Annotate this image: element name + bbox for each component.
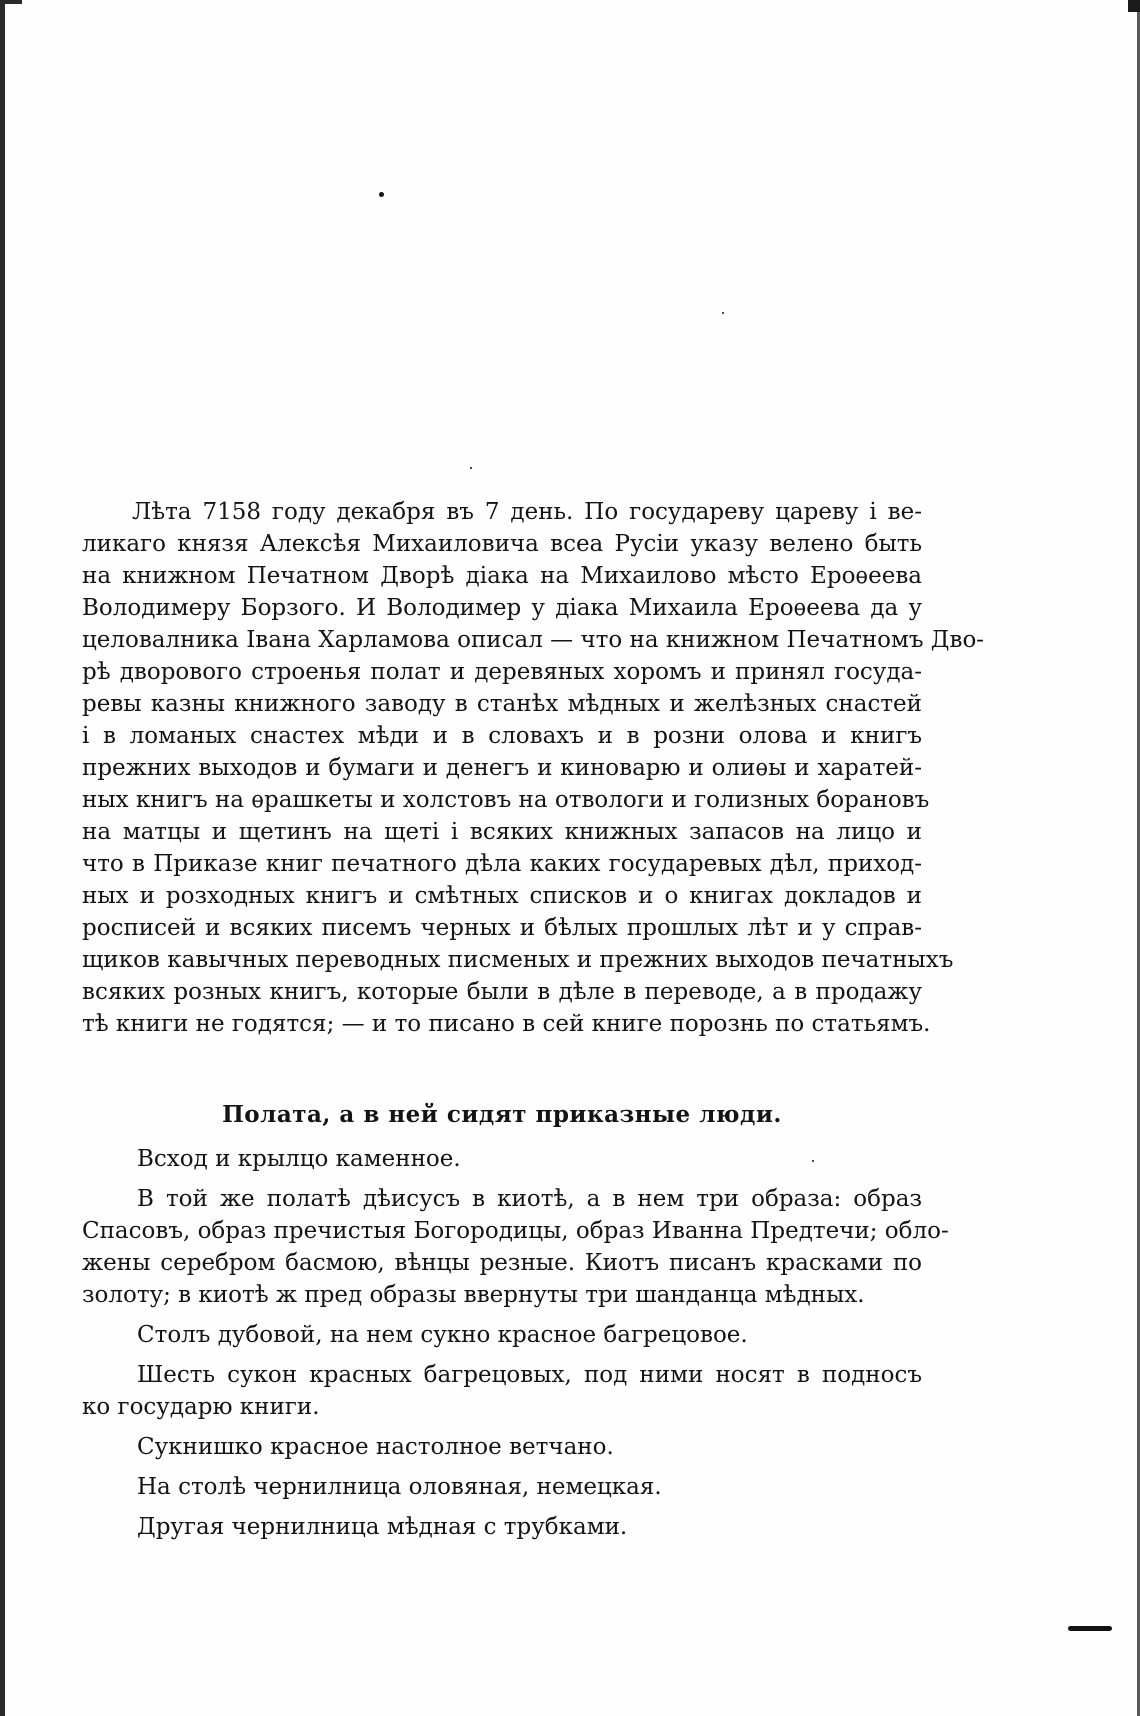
ink-speck (470, 467, 472, 469)
paragraph-line: целовалника Івана Харламова описал — что на книжном Печатномъ Дво- (82, 627, 985, 653)
inventory-entry (82, 1319, 922, 1351)
paragraph-line: рѣ дворового строенья полат и деревяных хоромъ и принял госуда- (82, 659, 922, 685)
inventory-entry (82, 1511, 922, 1543)
entry-line: Всход и крылцо каменное. (137, 1146, 461, 1172)
inventory-entry (82, 1183, 949, 1311)
paragraph-line: щиков кавычных переводных писменых и прежних выходов печатныхъ (82, 947, 954, 973)
entry-line: Сукнишко красное настолное ветчано. (137, 1434, 614, 1460)
entry-line: Столъ дубовой, на нем сукно красное багрецовое. (137, 1322, 748, 1348)
page-left-edge (0, 0, 5, 1716)
entry-line: золоту; в киотѣ ж пред образы ввернуты три шанданца мѣдных. (82, 1282, 865, 1308)
inventory-entry (82, 1359, 922, 1423)
paragraph-line: Лѣта 7158 году декабря въ 7 день. По государеву цареву і ве- (132, 499, 922, 525)
entry-line: Шесть сукон красных багрецовых, под ними носят в подносъ (137, 1362, 922, 1388)
entry-line: жены серебром басмою, вѣнцы резные. Киотъ писанъ красками по (82, 1250, 922, 1276)
paragraph-line: на книжном Печатном Дворѣ діака на Михаилово мѣсто Ероѳеева (82, 563, 922, 589)
margin-dash-mark (1068, 1626, 1112, 1631)
paragraph-line: всяких розных книгъ, которые были в дѣле в переводе, а в продажу (82, 979, 922, 1005)
ink-speck (379, 192, 384, 197)
paragraph-line: тѣ книги не годятся; — и то писано в сей книге порознь по статьямъ. (82, 1011, 931, 1037)
paragraph-line: ных и розходных книгъ и смѣтных списков и о книгах докладов и (82, 883, 922, 909)
ink-speck (722, 312, 724, 314)
page-corner-mark (0, 0, 22, 4)
inventory-entry (82, 1471, 922, 1503)
section-heading: Полата, а в ней сидят приказные люди. (222, 1101, 782, 1128)
paragraph-line: ных книгъ на ѳрашкеты и холстовъ на отвологи и голизных борановъ (82, 787, 930, 813)
paragraph-line: ликаго князя Алексѣя Михаиловича всеа Русіи указу велено быть (82, 531, 922, 557)
paragraph-line: Володимеру Борзого. И Володимер у діака Михаила Ероѳеева да у (82, 595, 922, 621)
paragraph-line: ревы казны книжного заводу в станѣх мѣдных и желѣзных снастей (82, 691, 922, 717)
paragraph-line: росписей и всяких писемъ черных и бѣлых прошлых лѣт и у справ- (82, 915, 922, 941)
paragraph-line: на матцы и щетинъ на щеті і всяких книжных запасов на лицо и (82, 819, 922, 845)
entry-line: На столѣ чернилница оловяная, немецкая. (137, 1474, 662, 1500)
paragraph-line: прежних выходов и бумаги и денегъ и киноварю и олиѳы и харатей- (82, 755, 922, 781)
entry-line: Спасовъ, образ пречистыя Богородицы, образ Иванна Предтечи; обло- (82, 1218, 949, 1244)
inventory-list (82, 1143, 949, 1551)
entry-line: ко государю книги. (82, 1394, 320, 1420)
inventory-entry (82, 1431, 922, 1463)
page-corner-mark-right (1128, 0, 1140, 12)
paragraph-line: что в Приказе книг печатного дѣла каких государевых дѣл, приход- (82, 851, 922, 877)
entry-line: В той же полатѣ дѣисусъ в киотѣ, а в нем три образа: образ (137, 1186, 922, 1212)
paragraph-line: і в ломаных снастех мѣди и в словахъ и в розни олова и книгъ (82, 723, 922, 749)
inventory-entry (82, 1143, 922, 1175)
main-paragraph (82, 496, 985, 1040)
entry-line: Другая чернилница мѣдная с трубками. (137, 1514, 628, 1540)
